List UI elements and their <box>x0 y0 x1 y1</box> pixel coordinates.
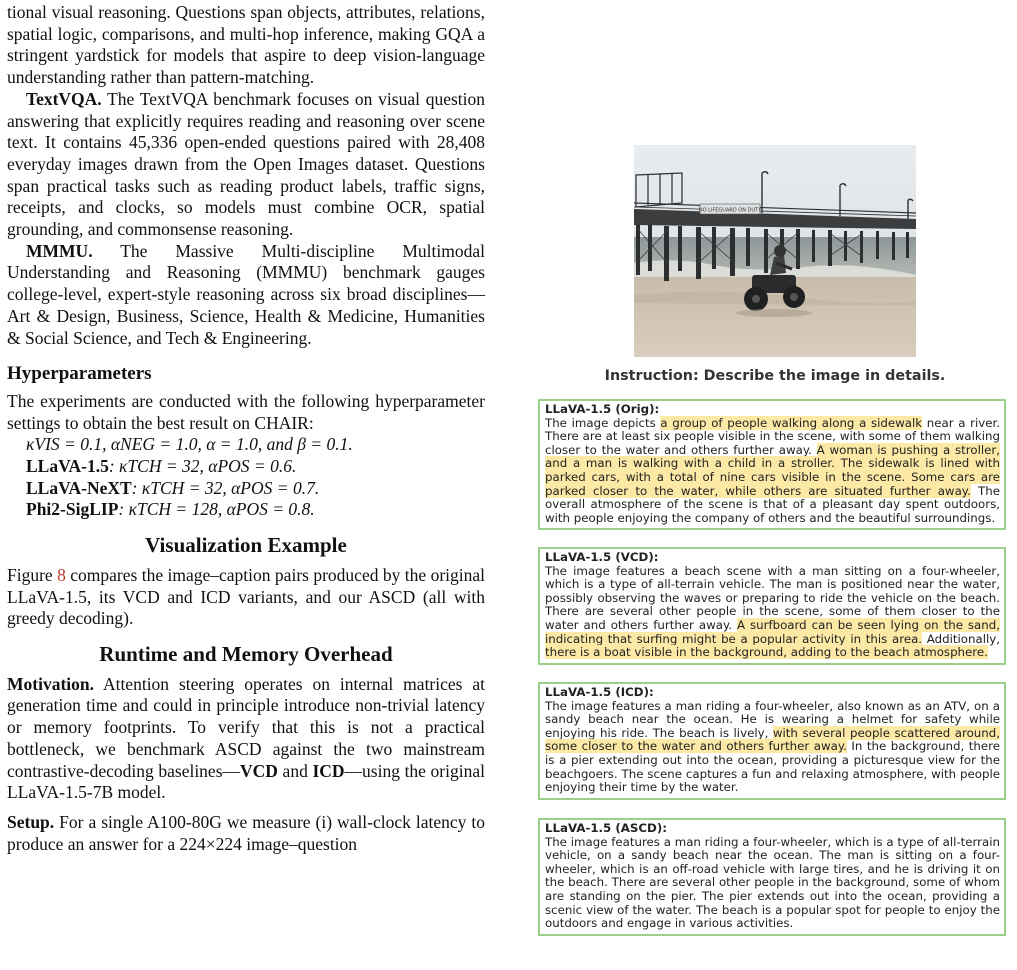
hyperparameters-llavanext <box>7 478 485 500</box>
caption-text: The overall atmosphere of the scene is that of a pleasant day spent outdoors, with people enjoying the company of others and the beautiful surroundings. <box>545 483 1000 525</box>
caption-text: The image features a man riding a four-wheeler, which is a type of all-terrain vehicle, on a sandy beach near the ocean. The man is sitting on a four-wheeler, which is an off-road vehicle with large tires, and he is driving it on the beach. There are several other people in the background, some of whom are standing on the pier. The pier extends out into the ocean, providing a scenic view of the water. The beach is a popular spot for people to enjoy the outdoors and engage in various activities. <box>545 834 1000 931</box>
textvqa-heading: TextVQA. <box>26 88 102 109</box>
hallucination-highlight: A woman is pushing a stroller, and a man is walking with a child in a stroller. The sidewalk is lined with parked cars, with a total of nine cars visible in the scene. Some cars are parked closer to the water, while others are situated further away. <box>545 442 1001 498</box>
hyperparameters-heading: Hyperparameters <box>7 363 152 385</box>
beach-photo-illustration <box>634 145 916 357</box>
llava15-label: LLaVA-1.5 <box>26 456 109 477</box>
beach-atv-photo <box>634 145 916 357</box>
setup-text: For a single A100-80G we measure (i) wall-clock latency to produce an answer for a 224×224 image–question <box>7 811 485 854</box>
hallucination-highlight: a group of people walking along a sidewalk <box>660 415 923 430</box>
mmmu-paragraph <box>7 241 485 350</box>
caption-box-orig <box>538 399 1006 530</box>
motivation-text-b: —using the original LLaVA-1.5-7B model. <box>7 760 485 803</box>
atv-shadow <box>736 309 812 317</box>
caption-box-vcd <box>538 547 1006 665</box>
visualization-text-a: Figure <box>7 564 58 585</box>
hallucination-highlight: there is a boat visible in the background, adding to the beach atmosphere. <box>545 645 988 660</box>
left-column <box>7 2 485 855</box>
caption-text: The image features a beach scene with a man sitting on a four-wheeler, which is a type of all-terrain vehicle. The man is positioned near the water, possibly observing the waves or preparing to ride the vehicle on the beach. There are several other people in the scene, some of them closer to the water and others further away. <box>545 563 1000 632</box>
caption-text: The image features a man riding a four-wheeler, also known as an ATV, on a sandy beach near the ocean. He is wearing a helmet for safety while enjoying his ride. The beach is lively, <box>545 698 1000 740</box>
gqa-paragraph-tail: tional visual reasoning. Questions span objects, attributes, relations, spatial logic, comparisons, and multi-hop inference, making GQA a stringent yardstick for models that aspire to deep vision-language understanding rather than pattern-matching. <box>7 2 485 88</box>
hyperparameters-intro: The experiments are conducted with the following hyperparameter settings to obtain the best result on CHAIR: <box>7 390 485 433</box>
llava15-params: : κTCH = 32, αPOS = 0.6. <box>108 456 297 477</box>
visualization-paragraph <box>7 565 485 630</box>
caption-box-icd <box>538 682 1006 800</box>
motivation-paragraph <box>7 674 485 804</box>
caption-text: The image depicts <box>545 415 661 430</box>
vcd-term: VCD <box>240 760 278 781</box>
icd-term: ICD <box>312 760 345 781</box>
phi2-params: : κTCH = 128, αPOS = 0.8. <box>118 499 315 520</box>
hyperparameters-phi2 <box>7 499 485 521</box>
hyperparameters-llava15 <box>7 456 485 478</box>
runtime-heading: Runtime and Memory Overhead <box>99 641 393 666</box>
caption-text: Additionally, <box>922 631 1000 646</box>
motivation-text-a: Attention steering operates on internal matrices at generation time and could in principle introduce non-trivial latency or memory footprints. To verify that this is not a practical bottleneck, we benchmark ASCD against the two mainstream contrastive-decoding baselines— <box>7 673 485 781</box>
mmmu-heading: MMMU. <box>26 240 93 261</box>
motivation-and: and <box>277 760 313 781</box>
hallucination-highlight: A surfboard can be seen lying on the sand, indicating that surfing might be a popular activity in this area. <box>545 617 1000 646</box>
llavanext-label: LLaVA-NeXT <box>26 477 132 498</box>
caption-text: In the background, there is a pier extending out into the ocean, providing a picturesque view for the beachgoers. The scene captures a fun and relaxing atmosphere, with people enjoying their time by the water. <box>545 739 1000 795</box>
caption-title-ascd: LLaVA-1.5 (ASCD): <box>545 821 667 835</box>
caption-title-vcd: LLaVA-1.5 (VCD): <box>545 550 659 564</box>
textvqa-body: The TextVQA benchmark focuses on visual question answering that explicitly requires reading and reasoning over scene text. It contains 45,336 open-ended questions paired with 28,408 everyday images drawn from the Open Images dataset. Questions span practical tasks such as reading product labels, traffic signs, receipts, and clocks, so models must combine OCR, spatial grounding, and commonsense reasoning. <box>7 88 485 240</box>
phi2-label: Phi2-SigLIP <box>26 499 119 520</box>
caption-box-ascd <box>538 818 1006 936</box>
visualization-text-b: compares the image–caption pairs produced by the original LLaVA-1.5, its VCD and ICD variants, and our ASCD (all with greedy decoding). <box>7 564 485 629</box>
setup-heading: Setup. <box>7 811 55 832</box>
instruction-caption: Instruction: Describe the image in details. <box>604 368 946 384</box>
mmmu-body: The Massive Multi-discipline Multimodal Understanding and Reasoning (MMMU) benchmark gauges college-level, expert-style reasoning across six broad disciplines—Art & Design, Business, Science, Health & Medicine, Humanities & Social Science, and Tech & Engineering. <box>7 240 485 348</box>
caption-title-icd: LLaVA-1.5 (ICD): <box>545 685 654 699</box>
caption-text: near a river. There are at least six people visible in the scene, with some of them walking closer to the water and others further away. <box>545 415 1000 457</box>
pier-sign-text: NO LIFEGUARD ON DUTY <box>698 207 762 214</box>
figure-ref-link[interactable]: 8 <box>57 564 66 585</box>
llavanext-params: : κTCH = 32, αPOS = 0.7. <box>131 477 320 498</box>
setup-paragraph <box>7 812 485 855</box>
hyperparameters-global: κVIS = 0.1, αNEG = 1.0, α = 1.0, and β = 0.1. <box>26 434 353 455</box>
textvqa-paragraph <box>7 89 485 241</box>
motivation-heading: Motivation. <box>7 673 95 694</box>
caption-title-orig: LLaVA-1.5 (Orig): <box>545 402 660 416</box>
hallucination-highlight: with several people scattered around, some closer to the water and others further away. <box>545 725 1000 754</box>
visualization-heading: Visualization Example <box>145 533 347 558</box>
